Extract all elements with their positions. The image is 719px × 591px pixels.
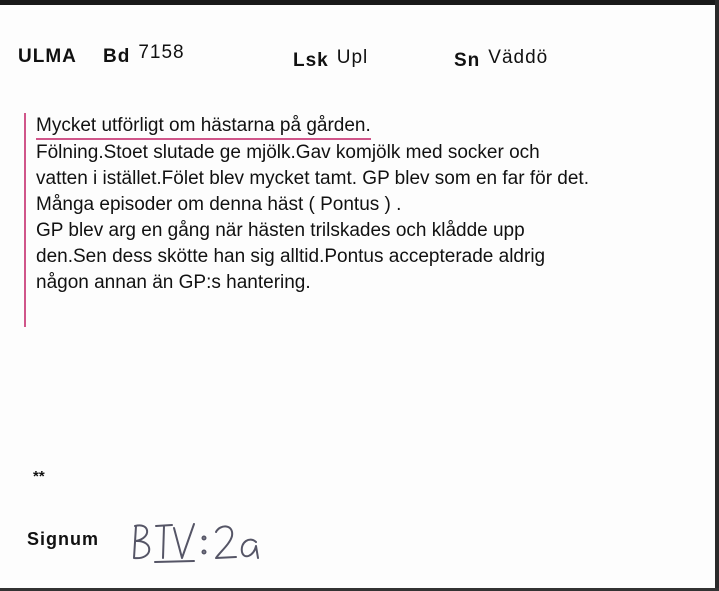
body-heading-line — [36, 113, 706, 140]
lsk-field — [293, 47, 369, 72]
card-right-edge — [715, 0, 719, 591]
body-line: den.Sen dess skötte han sig alltid.Pontus accepterade aldrig — [36, 246, 546, 267]
sn-label: Sn — [454, 50, 481, 71]
body-line: någon annan än GP:s hantering. — [36, 272, 311, 293]
card-body-text — [36, 113, 706, 296]
body-line: vatten i istället.Fölet blev mycket tamt. GP blev som en far för det. — [36, 168, 589, 189]
bd-value: 7158 — [138, 42, 185, 63]
signum-label: Signum — [27, 529, 99, 549]
ulma-label: ULMA — [18, 46, 77, 67]
stars-mark: ** — [33, 468, 45, 485]
body-heading: Mycket utförligt om hästarna på gården. — [36, 114, 371, 140]
body-line: Många episoder om denna häst ( Pontus ) . — [36, 194, 402, 215]
body-line: GP blev arg en gång när hästen trilskades och klådde upp — [36, 220, 525, 241]
ulma-field — [18, 46, 77, 68]
card-top-edge — [0, 0, 719, 5]
sn-value: Väddö — [488, 47, 549, 68]
margin-marker-line — [24, 113, 26, 327]
signum-text: BTV: 2a — [128, 512, 132, 513]
lsk-label: Lsk — [293, 50, 329, 71]
body-line: Fölning.Stoet slutade ge mjölk.Gav komjölk med socker och — [36, 142, 540, 163]
sn-field — [454, 47, 549, 72]
signum-handwritten-value — [128, 512, 278, 572]
bd-label: Bd — [103, 46, 131, 67]
bd-field — [103, 42, 185, 68]
lsk-value: Upl — [336, 47, 369, 68]
